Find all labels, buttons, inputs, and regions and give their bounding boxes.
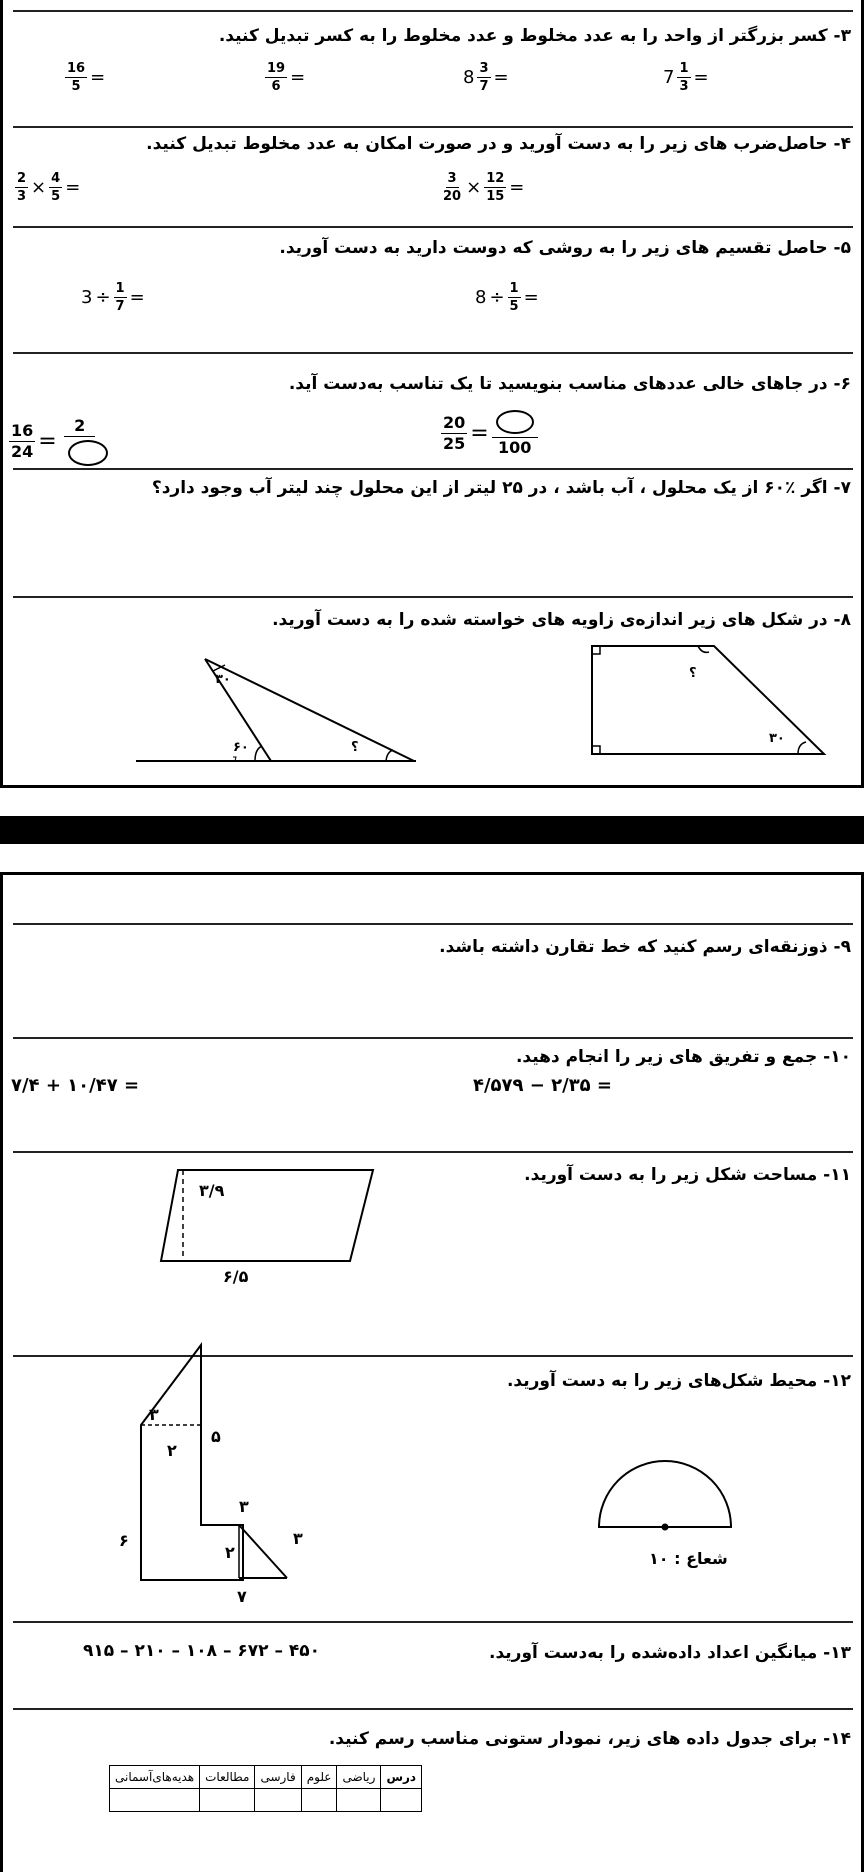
question-14: ۱۴- برای جدول داده های زیر، نمودار ستونی مناسب رسم کنید. — [328, 1729, 851, 1749]
trapezoid-angle-value: ۳۰ — [769, 731, 785, 746]
q3-mixed-e: 7 $\frac{1}{3}$ = — [663, 61, 709, 94]
divider — [13, 1151, 853, 1153]
page-separator — [0, 816, 864, 844]
table-row — [110, 1789, 422, 1812]
q5-division-a: 3 ÷ $\frac{1}{7}$ = — [81, 281, 145, 314]
q6-proportion-b: $\frac{20}{25}$ = 100 — [441, 410, 538, 456]
composite-label-2-right: ۲ — [225, 1543, 235, 1562]
composite-label-3-mid: ۳ — [239, 1497, 249, 1516]
trapezoid-figure — [586, 640, 826, 760]
worksheet-page-2 — [0, 872, 864, 1872]
table-header-cell: مطالعات — [200, 1766, 255, 1789]
divider — [13, 923, 853, 925]
triangle-angle-unknown: ؟ — [351, 740, 359, 755]
divider — [13, 226, 853, 228]
blank-oval[interactable] — [68, 440, 108, 466]
question-3: ۳- کسر بزرگتر از واحد را به عدد مخلوط و عدد مخلوط را به کسر تبدیل کنید. — [218, 26, 851, 46]
table-header-cell: علوم — [301, 1766, 337, 1789]
worksheet-page-1 — [0, 0, 864, 788]
question-12: ۱۲- محیط شکل‌های زیر را به دست آورید. — [506, 1371, 851, 1391]
triangle-angle-top: ۳۰ — [215, 672, 231, 687]
data-table — [109, 1765, 422, 1812]
composite-label-3-right: ۳ — [293, 1529, 303, 1548]
blank-oval[interactable] — [496, 410, 534, 434]
q10-difference: ۴/۵۷۹ − ۲/۳۵ = — [473, 1075, 613, 1096]
q3-fraction-b: $\frac{19}{6}$ = — [267, 61, 306, 94]
composite-label-7: ۷ — [237, 1587, 247, 1606]
triangle-angle-left: ۶۰ — [233, 740, 249, 755]
table-header-cell: درس — [381, 1766, 422, 1789]
composite-label-2-dashed: ۲ — [167, 1441, 177, 1460]
divider — [13, 1708, 853, 1710]
question-10: ۱۰- جمع و تفریق های زیر را انجام دهید. — [515, 1047, 851, 1067]
composite-label-5: ۵ — [211, 1427, 221, 1446]
q4-product-a: $\frac{2}{3}$ × $\frac{4}{5}$ = — [17, 171, 81, 204]
question-6: ۶- در جاهای خالی عددهای مناسب بنویسید تا یک تناسب به‌دست آید. — [288, 374, 851, 394]
semicircle-figure — [595, 1453, 735, 1533]
triangle-figure — [131, 625, 411, 765]
table-header-cell: ریاضی — [337, 1766, 381, 1789]
parallelogram-height: ۳/۹ — [199, 1181, 225, 1200]
table-header-cell: فارسی — [255, 1766, 301, 1789]
q3-fraction-a: $\frac{16}{5}$ = — [67, 61, 106, 94]
divider — [13, 10, 853, 12]
divider — [13, 1355, 853, 1357]
divider — [13, 596, 853, 598]
divider — [13, 126, 853, 128]
question-11: ۱۱- مساحت شکل زیر را به دست آورید. — [524, 1165, 851, 1185]
q5-division-b: 8 ÷ $\frac{1}{5}$ = — [475, 281, 539, 314]
divider — [13, 1621, 853, 1623]
question-7: ۷- اگر ٪۶۰ از یک محلول ، آب باشد ، در ۲۵ لیتر از این محلول چند لیتر آب وجود دارد؟ — [151, 478, 851, 498]
question-8: ۸- در شکل های زیر اندازه‌ی زاویه های خواسته شده را به دست آورید. — [272, 610, 851, 630]
question-13: ۱۳- میانگین اعداد داده‌شده را به‌دست آورید. — [489, 1643, 851, 1663]
q13-numbers: ۹۱۵ – ۲۱۰ – ۱۰۸ – ۶۷۲ – ۴۵۰ — [83, 1641, 320, 1661]
trapezoid-angle-unknown: ؟ — [689, 666, 697, 681]
question-4: ۴- حاصل‌ضرب های زیر را به دست آورید و در صورت امکان به عدد مخلوط تبدیل کنید. — [146, 134, 851, 154]
divider — [13, 468, 853, 470]
divider — [13, 352, 853, 354]
q6-proportion-a: $\frac{16}{24}$ = 2 — [9, 418, 100, 464]
parallelogram-base: ۶/۵ — [223, 1267, 249, 1286]
semicircle-radius: شعاع : ۱۰ — [649, 1549, 728, 1568]
table-header-cell: هدیه‌های‌آسمانی — [110, 1766, 200, 1789]
composite-label-3-top: ۳ — [149, 1405, 159, 1424]
table-header-row — [110, 1766, 422, 1789]
composite-label-6: ۶ — [119, 1531, 129, 1550]
parallelogram-figure — [153, 1165, 373, 1265]
question-5: ۵- حاصل تقسیم های زیر را به روشی که دوست دارید به دست آورید. — [279, 238, 851, 258]
q4-product-b: $\frac{3}{20}$ × $\frac{12}{15}$ = — [443, 171, 525, 204]
q3-mixed-c: 8 $\frac{3}{7}$ = — [463, 61, 509, 94]
question-9: ۹- ذوزنقه‌ای رسم کنید که خط تقارن داشته باشد. — [439, 937, 851, 957]
divider — [13, 1037, 853, 1039]
q10-sum: ۷/۴ + ۱۰/۴۷ = — [11, 1075, 140, 1096]
